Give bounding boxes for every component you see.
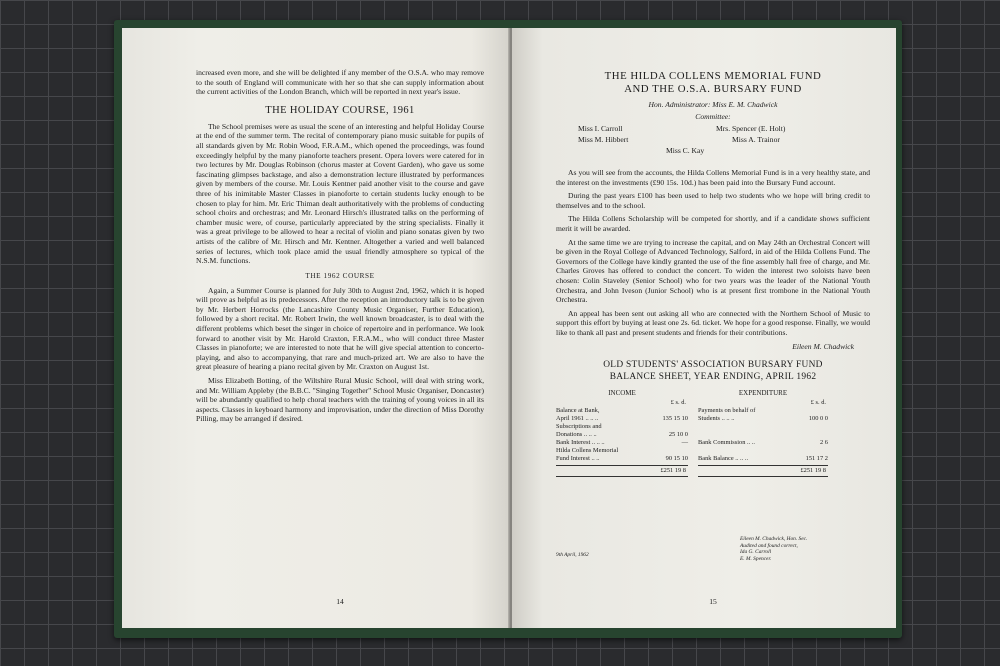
income-row [556, 407, 688, 415]
committee-member: Mrs. Spencer (E. Holt) [716, 124, 786, 133]
committee-member: Miss M. Hibbert [578, 135, 629, 144]
committee-member: Miss C. Kay [666, 146, 705, 155]
fund-paragraph-5: An appeal has been sent out asking all who are connected with the Northern School of Music to support this effort by buying at least one 2s. 6d. ticket. We hope for a good response. Finally, we would like to thank all past and present students and friends for their contributions. [556, 308, 870, 337]
fund-title-line1: THE HILDA COLLENS MEMORIAL FUND [604, 70, 822, 82]
course-1962-subheading: THE 1962 COURSE [305, 271, 375, 280]
balance-sheet [556, 388, 870, 474]
course-1962-paragraph: Again, a Summer Course is planned for July 30th to August 2nd, 1962, which it is hoped will prove as helpful as its predecessors. After the reception an introductory talk is to be given by Mr. Herbert Horrocks (the Lancashire County Music Organiser, Further Education), followed by a short recital. Mr. Robert Irwin, the well known broadcaster, is to deal with the different problems which beset the singer in choice of repertoire and in performance. We look forward to another visit by Mr. Harold Craxton, F.R.A.M., who will conduct three Master Classes in pianoforte; we are interested to note that he will give special attention to concerto-playing, and also to accompanying, that rare and much-prized art. We are also to have the great pleasure of hearing a piano recital given by Mr. Craxton on August 1st. [196, 285, 484, 372]
right-page [512, 28, 896, 628]
botting-paragraph: Miss Elizabeth Botting, of the Wiltshire Rural Music School, will deal with string work, and Mr. William Appleby (the B.B.C. "Singing Together" School Music Organiser, Doncaster) will be abundantly qualified to help choral teachers with the training of young voices in all its aspects. Classes in keyboard harmony and improvisation, under the direction of Miss Dorothy Pilling, may be arranged if desired. [196, 376, 484, 424]
expenditure-row [698, 415, 828, 423]
expenditure-row-label: Bank Balance .. .. .. [698, 454, 749, 462]
committee-member: Miss I. Carroll [578, 124, 623, 133]
expenditure-column [698, 389, 828, 477]
income-row-label: Bank Interest .. .. .. [556, 438, 605, 446]
expenditure-row-label: Students .. .. .. [698, 414, 735, 422]
income-total: £251 19 8 [556, 465, 688, 477]
expenditure-lsd-header: £ s. d. [810, 398, 826, 406]
intro-paragraph: increased even more, and she will be delighted if any member of the O.S.A. who may remove to the south of England will communicate with her so that she can supply information about the current activities of the London Branch, which will be reported in next year's issue. [196, 68, 484, 97]
expenditure-row [698, 431, 828, 439]
fund-title-line2: AND THE O.S.A. BURSARY FUND [624, 83, 802, 95]
income-row-label: Donations .. .. .. [556, 430, 597, 438]
income-row-label: Hilda Collens Memorial [556, 446, 619, 454]
income-row-amount: 90 15 10 [665, 454, 688, 462]
balance-sheet-title-line2: BALANCE SHEET, YEAR ENDING, APRIL 1962 [609, 371, 817, 382]
income-row [556, 447, 688, 455]
income-row [556, 415, 688, 423]
expenditure-header: EXPENDITURE [738, 388, 788, 397]
page-number-left: 14 [336, 597, 344, 606]
income-row-label: April 1961 .. .. .. [556, 414, 599, 422]
fund-paragraph-2: During the past years £100 has been used to help two students who we hope will bring credit to themselves and to the school. [556, 191, 870, 210]
income-row-amount: — [681, 438, 688, 446]
holiday-course-heading: THE HOLIDAY COURSE, 1961 [265, 104, 415, 116]
expenditure-total: £251 19 8 [698, 465, 828, 477]
balance-sheet-title [556, 359, 870, 383]
income-row-amount: 135 15 10 [662, 414, 688, 422]
balance-sheet-title-line1: OLD STUDENTS' ASSOCIATION BURSARY FUND [603, 359, 823, 370]
income-row [556, 439, 688, 447]
auditor-line: Eileen M. Chadwick, Hon. Sec. [740, 536, 808, 543]
expenditure-row [698, 407, 828, 415]
left-page [122, 28, 510, 628]
balance-sheet-date: 9th April, 1962 [556, 551, 589, 558]
fund-title [556, 70, 870, 96]
income-header: INCOME [608, 388, 636, 397]
income-lsd-header: £ s. d. [670, 398, 686, 406]
committee-member: Miss A. Trainor [732, 135, 780, 144]
auditor-notes [740, 536, 807, 562]
signature: Eileen M. Chadwick [792, 341, 854, 351]
page-number-right: 15 [709, 597, 717, 606]
auditor-line: Ida G. Carroll [740, 549, 772, 556]
expenditure-row-label: Bank Commission .. .. [698, 438, 755, 446]
income-row [556, 431, 688, 439]
income-row-label: Fund Interest .. .. [556, 454, 600, 462]
committee-list [556, 124, 870, 164]
fund-paragraph-4: At the same time we are trying to increase the capital, and on May 24th an Orchestral Concert will be given in the Royal College of Advanced Technology, Salford, in aid of the Hilda Collens Fund. The Governors of the College have kindly granted the use of the fine assembly hall free of charge, and Mr. Charles Groves has offered to conduct the concert. To widen the interest two soloists have been chosen: Colin Staveley (Senior School) who for two years was the leader of the National Youth Orchestra, and John Iveson (Junior School) who is at present first trombone in the National Youth Orchestra. [556, 237, 870, 305]
expenditure-row-amount: 2 6 [820, 438, 828, 446]
expenditure-row [698, 423, 828, 431]
holiday-course-paragraph: The School premises were as usual the scene of an interesting and helpful Holiday Course at the end of the summer term. The recital of contemporary piano music suitable for pupils of all standards given by Mr. Robin Wood, F.R.A.M., which opened the proceedings, was found exceedingly helpful by the many pianoforte teachers present. Opera lovers were catered for in two lectures by Mr. Douglas Robinson (chorus master at Covent Garden), who gave us some fascinating glimpses backstage, and also a demonstration lecture illustrated by performances given by members of the course. Mr. Louis Kentner paid another visit to the course and gave three of his inimitable Master Classes in pianoforte to certain students lucky enough to be chosen to play for him. Mr. Eric Thiman dealt authoritatively with the problems of conducting school choirs and orchestras; and Mr. Leonard Hirsch's illustrated talks on the performing of chamber music were, of course, particularly appreciated by the string specialists. Finally it was a great privilege to be allowed to hear a recital of violin and piano sonatas given by two artists of the calibre of Mr. Hirsch and Mr. Kentner. Altogether a varied and well balanced series of lectures, which took place amid the usual friendly atmosphere so typical of the N.S.M. functions. [196, 121, 484, 266]
income-row [556, 423, 688, 431]
expenditure-row [698, 447, 828, 455]
income-row-amount: 25 10 0 [668, 430, 688, 438]
expenditure-row [698, 455, 828, 463]
expenditure-row-amount: 151 17 2 [805, 454, 828, 462]
auditor-line: E. M. Spencer. [740, 555, 772, 562]
expenditure-row [698, 439, 828, 447]
income-row-label: Balance at Bank, [556, 406, 600, 414]
auditor-line: Audited and found correct, [740, 542, 798, 549]
fund-paragraph-3: The Hilda Collens Scholarship will be competed for shortly, and if a candidate shows sufficient merit it will be awarded. [556, 214, 870, 233]
committee-label: Committee: [695, 112, 731, 121]
income-column [556, 389, 688, 477]
expenditure-row-label: Payments on behalf of [698, 406, 756, 414]
fund-paragraph-1: As you will see from the accounts, the Hilda Collens Memorial Fund is in a very healthy state, and the interest on the investments (£90 15s. 10d.) has been paid into the Bursary Fund account. [556, 168, 870, 187]
administrator-line: Hon. Administrator: Miss E. M. Chadwick [648, 100, 778, 109]
income-row-label: Subscriptions and [556, 422, 602, 430]
income-row [556, 455, 688, 463]
expenditure-row-amount: 100 0 0 [808, 414, 828, 422]
